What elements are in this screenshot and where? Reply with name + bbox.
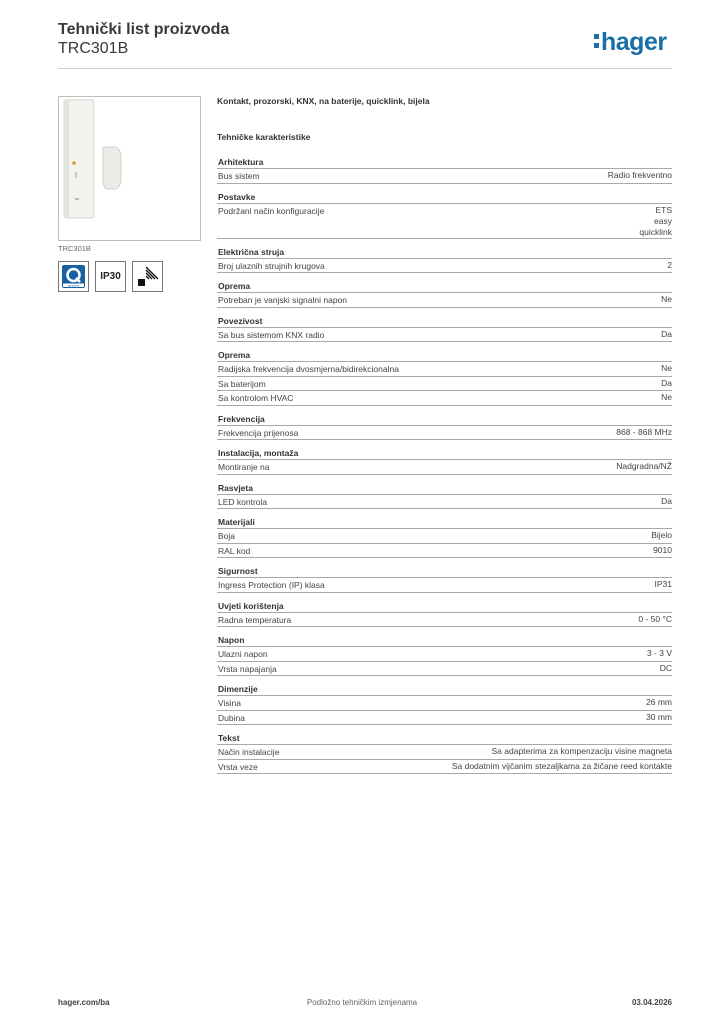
header-divider [58,68,672,69]
spec-row-values [661,329,672,342]
spec-row-label: Ulazni napon [218,649,268,659]
spec-group-title: Rasvjeta [218,482,253,493]
spec-groups [217,156,672,774]
spec-row-values [667,260,672,273]
spec-row [217,494,672,510]
hager-logo[interactable] [594,28,667,57]
quicklink-icon [61,264,86,289]
spec-row-label: Ingress Protection (IP) klasa [218,580,325,590]
spec-group-title: Instalacija, montaža [218,448,299,458]
spec-row-values [655,579,673,592]
spec-row-values [492,746,673,759]
spec-group-title: Dimenzije [218,684,258,694]
spec-row-value: Ne [661,363,672,373]
spec-row-value: easy [654,215,672,226]
spec-group [217,634,672,676]
spec-group-title: Uvjeti korištenja [218,600,284,611]
spec-row-value: Radio frekventno [607,170,672,180]
spec-group [217,447,672,475]
spec-row-values [653,545,672,558]
spec-row-label: Sa kontrolom HVAC [218,393,294,403]
spec-row-values [608,170,672,183]
spec-group [217,516,672,558]
spec-row [217,695,672,710]
spec-row [217,376,672,391]
spec-group [217,349,672,406]
spec-row [217,327,672,343]
product-description: Kontakt, prozorski, KNX, na baterije, quicklink, bijela [217,96,430,106]
spec-row-values [661,378,672,391]
spec-group-title: Materijali [218,517,255,527]
spec-row-values [646,712,672,725]
spec-group [217,191,672,239]
spec-row-label: Dubina [218,712,245,723]
spec-row-value: Ne [661,392,672,402]
spec-content [217,95,672,781]
spec-group-title: Oprema [218,350,251,360]
spec-group [217,683,672,725]
spec-row [217,203,672,239]
logo-text: hager [601,28,667,56]
spec-group-title: Sigurnost [218,566,258,576]
spec-group [217,280,672,308]
spec-group [217,413,672,441]
spec-row-label: Radijska frekvencija dvosmjerna/bidirekcionalna [218,364,399,374]
spec-row [217,361,672,376]
product-badges [58,261,163,292]
spec-row-values [661,294,672,307]
spec-row [217,292,672,308]
spec-row-value: Da [661,377,672,388]
spec-row-values [646,697,672,710]
spec-group-title: Tekst [218,733,240,743]
spec-row-values [639,205,672,238]
spec-row-label: Montiranje na [218,462,270,472]
spec-row-value: Ne [661,294,672,304]
ip-rating-badge [95,261,126,292]
spec-row-label: Način instalacije [218,747,280,757]
spec-row [217,459,672,475]
spec-group-title: Oprema [218,281,251,291]
spec-row [217,710,672,726]
spec-row-values [660,663,672,676]
spec-heading: Tehničke karakteristike [217,132,311,142]
spec-row-label: Radna temperatura [218,614,292,625]
spec-row-value: 0 - 50 °C [638,613,672,624]
spec-row-label: Potreban je vanjski signalni napon [218,295,348,305]
spec-group-title: Napon [218,635,245,645]
spec-row-value: IP31 [654,579,672,589]
spec-row-values [661,392,672,405]
spec-row [217,744,672,759]
spec-row-value: 26 mm [646,697,672,707]
spec-row-value: 30 mm [646,711,672,722]
spec-group [217,565,672,593]
spec-group-title: Arhitektura [218,157,264,167]
spec-group-title: Postavke [218,191,256,202]
spec-row-label: Vrsta veze [218,761,258,772]
spec-group [217,315,672,343]
spec-row [217,612,672,628]
spec-row [217,258,672,274]
spec-group [217,732,672,774]
spec-group [217,482,672,510]
spec-row-label: Frekvencija prijenosa [218,427,299,438]
spec-row-label: Boja [218,531,236,541]
footer-website[interactable]: hager.com/ba [58,998,110,1007]
spec-row-label: Sa baterijom [218,378,266,389]
spec-row-value: Bijelo [651,530,672,540]
spec-row-label: Vrsta napajanja [218,663,277,674]
spec-group [217,246,672,274]
spec-row-label: Podržani način konfiguracije [218,205,325,216]
radio-badge [132,261,163,292]
spec-group [217,156,672,184]
spec-row-values [452,761,672,774]
spec-group-title: Povezivost [218,315,263,326]
quicklink-badge [58,261,89,292]
spec-group-title: Električna struja [218,246,285,257]
spec-row-value: quicklink [639,226,672,237]
footer-date: 03.04.2026 [631,998,672,1007]
spec-row [217,528,672,543]
spec-row-value: Sa dodatnim vijčanim stezaljkama za žičane reed kontakte [451,760,672,771]
radio-wave-icon [135,264,160,289]
spec-row [217,390,672,406]
product-image [58,96,201,241]
spec-row-values [616,461,672,474]
spec-group [217,600,672,628]
spec-row-value: 2 [667,259,672,270]
spec-row-label: Bus sistem [218,171,260,181]
quicklink-badge-label: quicklink [67,283,80,288]
footer-notice: Podložno tehničkim izmjenama [306,998,418,1007]
spec-row-label: Broj ulaznih strujnih krugova [218,260,325,271]
logo-colon-icon [594,30,600,50]
spec-row-value: 9010 [653,544,672,555]
product-code: TRC301B [58,40,129,57]
spec-row [217,646,672,661]
spec-group-title: Frekvencija [218,413,265,424]
spec-row-label: Visina [218,698,241,708]
spec-row-label: Sa bus sistemom KNX radio [218,329,325,340]
spec-row-value: Sa adapterima za kompenzaciju visine magneta [491,746,672,756]
spec-row-value: 868 - 868 MHz [616,426,672,437]
image-caption: TRC301B [58,244,91,253]
spec-row-value: Nadgradna/NŽ [616,461,672,471]
window-contact-illustration-icon [59,97,200,240]
spec-row-value: DC [659,662,672,673]
spec-row [217,577,672,593]
spec-row-values [661,363,672,376]
spec-row-value: Da [661,495,672,506]
spec-row-value: ETS [655,204,672,215]
spec-row-values [661,496,672,509]
spec-row-values [616,427,672,440]
spec-row-values [651,530,672,543]
spec-row-values [638,614,672,627]
document-title: Tehnički list proizvoda [58,21,230,38]
spec-row-values [647,648,672,661]
spec-row [217,425,672,441]
spec-row [217,759,672,775]
spec-row-value: 3 - 3 V [646,648,672,658]
spec-row [217,168,672,184]
spec-row-value: Da [661,328,672,339]
spec-row [217,543,672,559]
spec-row-label: LED kontrola [218,496,268,507]
spec-row-label: RAL kod [218,545,251,556]
ip-rating-label: IP30 [100,271,121,282]
spec-row [217,661,672,677]
